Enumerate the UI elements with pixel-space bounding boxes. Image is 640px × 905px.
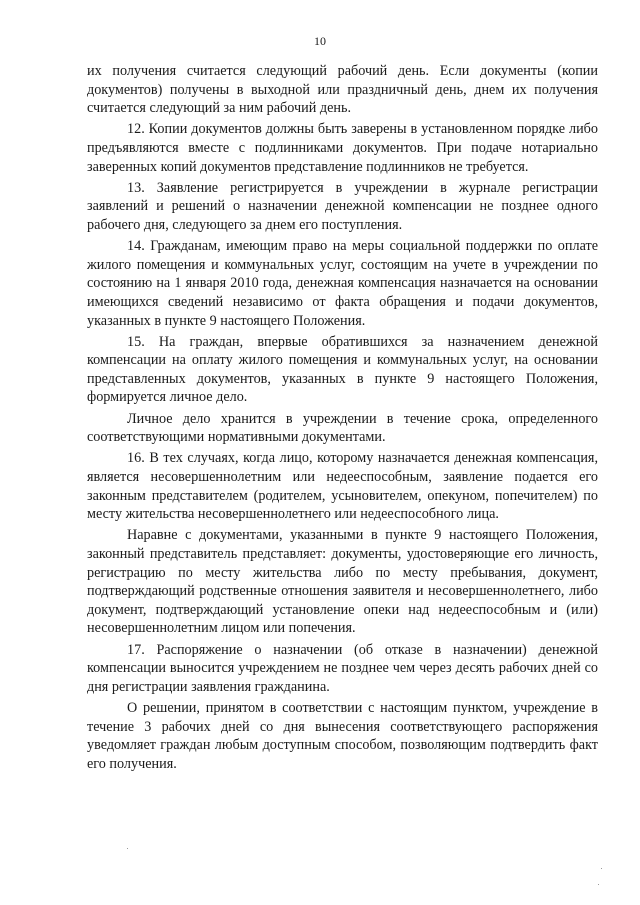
paragraph-personal-file: Личное дело хранится в учреждении в течение срока, определенного соответствующими нормативными документами.	[87, 410, 598, 446]
paragraph-clause-15: 15. На граждан, впервые обратившихся за назначением денежной компенсации на оплату жилого помещения и коммунальных услуг, на основании представленных документов, указанных в пункте 9 настоящего Положения, формируется личное дело.	[87, 333, 598, 406]
paragraph-clause-13: 13. Заявление регистрируется в учреждении в журнале регистрации заявлений и решений о назначении денежной компенсации не позднее одного рабочего дня, следующего за днем его поступления.	[87, 179, 598, 233]
scan-speck	[598, 884, 599, 885]
paragraph-representative-documents: Наравне с документами, указанными в пункте 9 настоящего Положения, законный представитель представляет: документы, удостоверяющие его личность, регистрацию по месту жительства либо по месту пребывания, документ, подтверждающий родственные отношения заявителя и несовершеннолетнего, либо документ, подтверждающий установление опеки над недееспособным и (или) несовершеннолетним лицом или попечения.	[87, 527, 598, 637]
paragraph-continuation: их получения считается следующий рабочий день. Если документы (копии документов) получены в выходной или праздничный день, днем их получения считается следующий за ним рабочий день.	[87, 63, 598, 117]
paragraph-clause-17: 17. Распоряжение о назначении (об отказе в назначении) денежной компенсации выносится учреждением не позднее чем через десять рабочих дней со дня регистрации заявления гражданина.	[87, 641, 598, 695]
paragraph-decision-notice: О решении, принятом в соответствии с настоящим пунктом, учреждение в течение 3 рабочих дней со дня вынесения соответствующего распоряжения уведомляет граждан любым доступным способом, позволяющим подтвердить факт его получения.	[87, 699, 598, 772]
paragraph-clause-16: 16. В тех случаях, когда лицо, которому назначается денежная компенсация, является несовершеннолетним или недееспособным, заявление подается его законным представителем (родителем, усыновителем, опекуном, попечителем) по месту жительства несовершеннолетнего или недееспособного лица.	[87, 450, 598, 523]
document-body	[87, 62, 598, 773]
paragraph-clause-14: 14. Гражданам, имеющим право на меры социальной поддержки по оплате жилого помещения и коммунальных услуг, состоящим на учете в учреждении по состоянию на 1 января 2010 года, денежная компенсация назначается на основании имеющихся сведений независимо от факта обращения и подачи документов, указанных в пункте 9 настоящего Положения.	[87, 238, 598, 329]
paragraph-clause-12: 12. Копии документов должны быть заверены в установленном порядке либо предъявляются вместе с подлинниками документов. При подаче нотариально заверенных копий документов представление подлинников не требуется.	[87, 121, 598, 175]
scan-speck	[127, 848, 128, 849]
page-number: 10	[314, 34, 326, 48]
scan-speck	[601, 868, 602, 869]
